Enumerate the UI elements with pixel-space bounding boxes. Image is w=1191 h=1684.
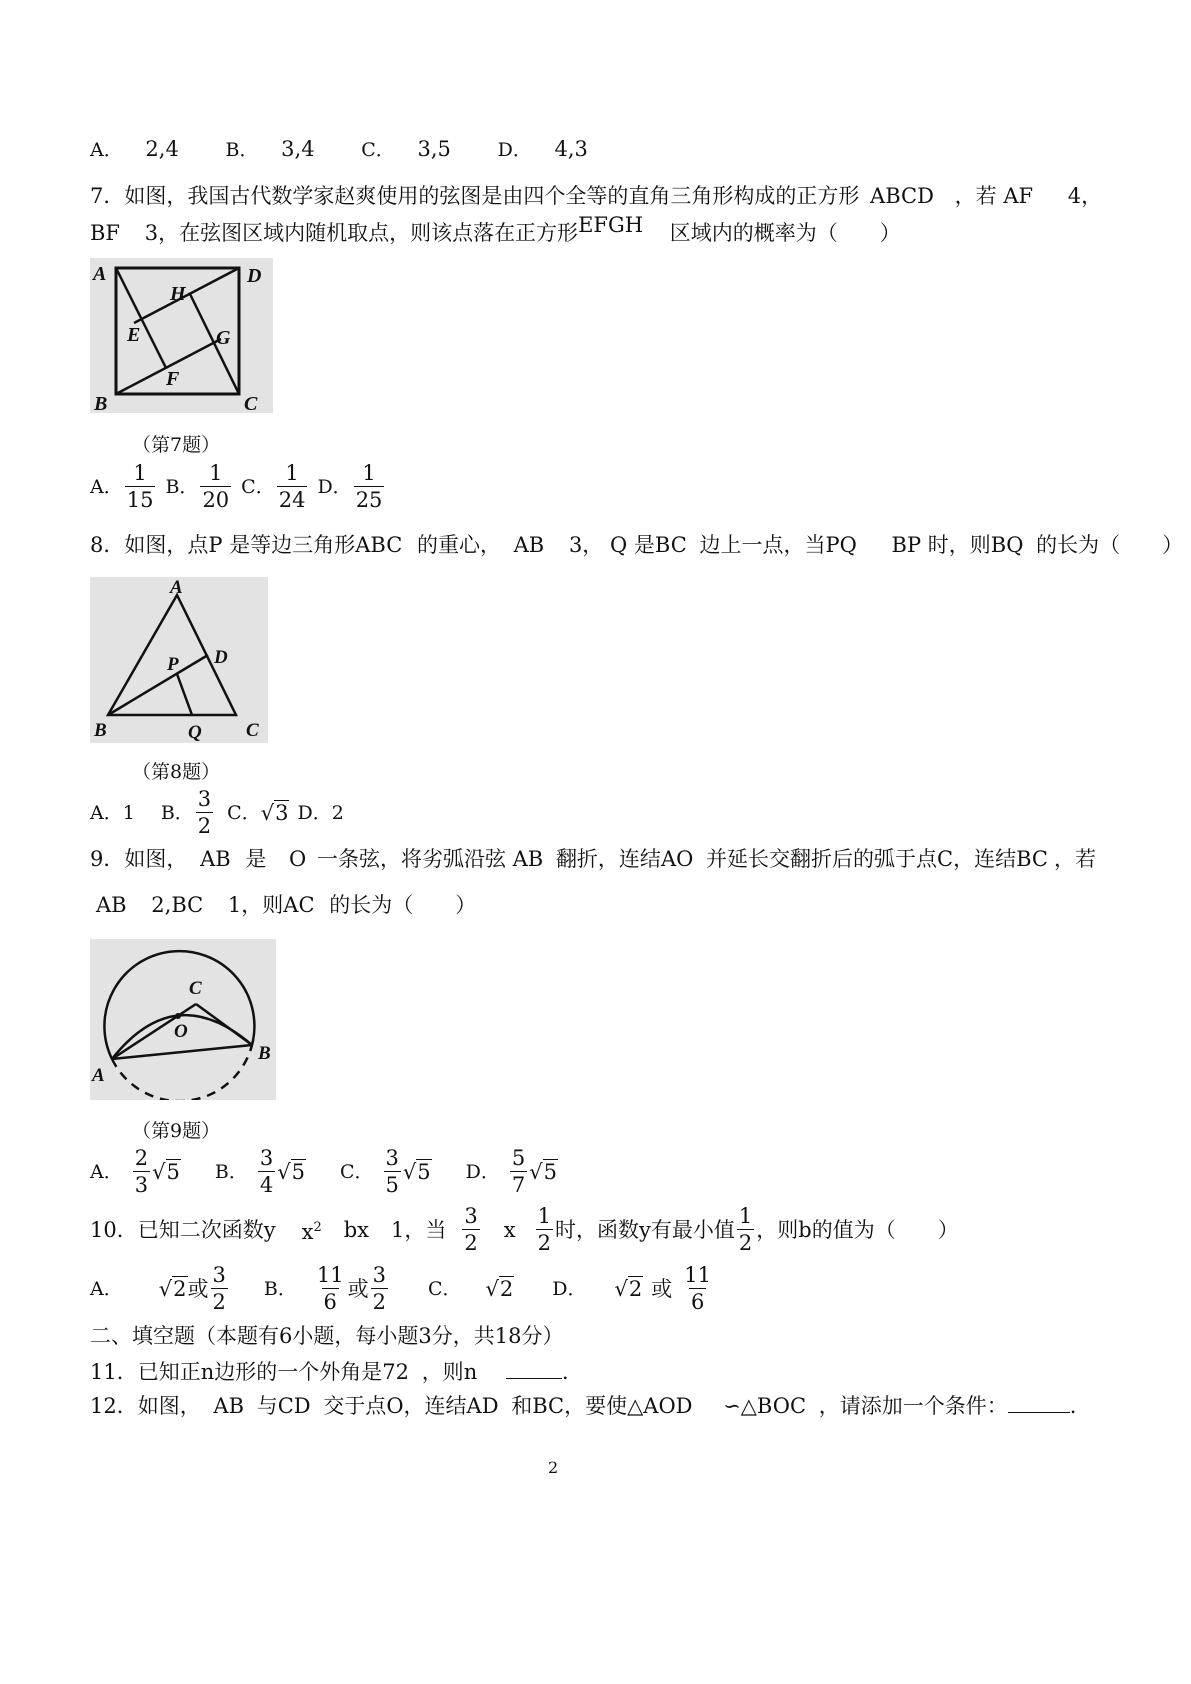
q8-abc: ABC: [355, 533, 403, 557]
q10-option-d-num: 11: [684, 1263, 711, 1287]
q10-option-b-fraction1: [315, 1262, 346, 1315]
q12-t5: 和: [511, 1394, 533, 1418]
q7-bf-value: 3，在弦图区域内随机取点，则该点落在正方形: [144, 221, 579, 245]
q12-t4: ，连结: [403, 1394, 467, 1418]
q7-option-b-den: 20: [202, 488, 230, 512]
q10-x2: [302, 1215, 322, 1245]
q10-option-c-radicand: 2: [499, 1276, 514, 1301]
q7-af-value: 4，: [1067, 184, 1103, 208]
q8-ab-value: 3，: [568, 533, 604, 557]
q8-option-b-den: 2: [197, 814, 212, 838]
q12-o: O: [386, 1394, 404, 1418]
q10-option-a-label: A．: [90, 1277, 123, 1300]
q7-label-g: G: [216, 327, 231, 349]
q7-label-e: E: [127, 324, 141, 346]
q7-option-d-num: 1: [362, 461, 376, 485]
q9-line1: [90, 846, 1096, 872]
q10-option-a-or: 或: [187, 1276, 209, 1301]
q7-option-c-num: 1: [285, 461, 299, 485]
q9-option-d-den: 7: [511, 1173, 526, 1197]
q8-option-b-num: 3: [197, 787, 212, 811]
q12-t7: ，请添加一个条件：: [818, 1394, 1008, 1418]
q9-options: [90, 1145, 558, 1198]
q8-pq: PQ: [825, 533, 857, 557]
q7-option-a-den: 15: [126, 488, 154, 512]
q7-bf: BF: [90, 221, 121, 245]
q7-label-b: B: [94, 393, 108, 413]
q7-af: AF: [1003, 184, 1034, 208]
q10-line: [90, 1203, 959, 1256]
q11-line: [90, 1359, 569, 1385]
q10-x-var: x: [503, 1217, 516, 1242]
q9-option-a-num: 2: [134, 1146, 149, 1170]
q9-option-c-label: C．: [339, 1160, 374, 1183]
q10-x: x: [301, 1219, 314, 1244]
q12-t1: 12．如图，: [90, 1394, 201, 1418]
q12-t3: 交于点: [323, 1394, 387, 1418]
q9-option-a-label: A．: [90, 1160, 123, 1183]
q9-option-b-den: 4: [259, 1173, 274, 1197]
q9-diagram: [90, 939, 276, 1100]
q12-t6: ，要使△AOD: [564, 1394, 693, 1418]
q9-o: O: [289, 847, 307, 871]
q11-n2: n: [463, 1360, 478, 1384]
q8-t2: 是等边三角形: [229, 533, 356, 557]
q8-label-c: C: [246, 720, 259, 741]
q9-option-b-radicand: 5: [291, 1159, 305, 1184]
q10-t5: 的值为（ ）: [811, 1217, 959, 1242]
q12-cd: CD: [277, 1394, 311, 1418]
q7-option-d-fraction: [354, 460, 385, 513]
q7-caption: （第7题）: [132, 434, 221, 456]
q9-option-a-den: 3: [134, 1173, 149, 1197]
q7-line2: [90, 213, 901, 246]
q10-frac2-num: 1: [537, 1204, 551, 1228]
q7-square-efgh: EFGH: [578, 213, 644, 237]
q10-one: 1，当: [391, 1217, 447, 1242]
q10-option-a-num: 3: [212, 1263, 226, 1287]
section-heading: 二、填空题（本题有6小题，每小题3分，共18分）: [90, 1324, 564, 1348]
q8-t5: 边上一点，当: [699, 533, 826, 557]
q9-ab2: AB: [512, 847, 544, 871]
q9-option-c-den: 5: [385, 1173, 399, 1197]
q8-option-c-radicand: 3: [275, 800, 289, 825]
q12-sim: ∽△BOC: [723, 1394, 807, 1418]
q7-diagram: [90, 258, 273, 413]
q7-line1: [90, 183, 1102, 209]
q7-label-h: H: [170, 283, 186, 305]
q6-option-d: 4,3: [554, 137, 588, 161]
q9-option-c-radicand: 5: [417, 1159, 431, 1184]
q10-frac3-num: 1: [738, 1204, 753, 1228]
q9-caption: （第9题）: [132, 1120, 221, 1142]
q7-text-tail: 区域内的概率为（ ）: [669, 221, 901, 245]
q8-bp: BP: [891, 533, 922, 557]
q7-option-c-fraction: [277, 460, 308, 513]
q9-label-o: O: [174, 1021, 188, 1042]
q9-c: C: [937, 847, 954, 871]
q10-option-b-fraction2: [371, 1262, 388, 1315]
q11-t3: ，则: [421, 1360, 464, 1384]
q9-bc: BC: [1016, 847, 1048, 871]
q7-label-f: F: [166, 368, 180, 390]
q8-options: [90, 786, 344, 839]
q10-option-a-fraction: [211, 1262, 228, 1315]
q9-line2: [96, 892, 476, 918]
q10-options: [90, 1262, 715, 1315]
q7-figure: [90, 258, 273, 413]
q9-option-b-label: B．: [214, 1160, 248, 1183]
q9-ao: AO: [660, 847, 694, 871]
q10-option-b-den2: 2: [372, 1290, 386, 1314]
q8-q: Q: [610, 533, 628, 557]
q7-options: [90, 460, 386, 513]
q6-option-c-label: C．: [361, 139, 395, 161]
q8-diagram: [90, 577, 268, 743]
q10-y2: y: [639, 1217, 651, 1242]
q10-b: b: [798, 1217, 812, 1242]
q11-t1: 11．已知正: [90, 1360, 201, 1384]
q9-option-d-sqrt: √5: [529, 1159, 558, 1184]
q8-t4: 是: [633, 533, 655, 557]
q12-ab: AB: [213, 1394, 245, 1418]
q10-frac1-num: 3: [464, 1204, 478, 1228]
q8-p: P: [208, 533, 223, 557]
q9-option-c-num: 3: [385, 1146, 399, 1170]
q6-option-a: 2,4: [145, 137, 179, 161]
q9-t4: 翻折，连结: [555, 847, 661, 871]
q9-option-c-sqrt: √5: [402, 1159, 431, 1184]
q9-label-c: C: [189, 978, 202, 999]
q9-option-a-radicand: 5: [166, 1159, 180, 1184]
q8-option-b-fraction: [196, 786, 213, 839]
q8-line: [90, 532, 1183, 558]
q9-option-a-sqrt: √5: [152, 1159, 180, 1184]
q8-option-c-label: C．: [227, 801, 261, 824]
q10-option-a-den: 2: [212, 1290, 226, 1314]
q8-option-d: D．2: [297, 801, 344, 824]
q9-option-a-fraction: [133, 1145, 150, 1198]
q6-option-b-label: B．: [225, 139, 259, 161]
q10-option-b-num1: 11: [316, 1263, 344, 1287]
q11-n: n: [200, 1360, 215, 1384]
q9-t1: 9．如图，: [90, 847, 188, 871]
q6-option-d-label: D．: [497, 139, 532, 161]
q9-l2-vals: 2,BC: [151, 893, 204, 917]
q10-frac3: [737, 1203, 754, 1256]
q9-t5: 并延长交翻折后的弧于点: [706, 847, 938, 871]
q8-figure: [90, 577, 268, 743]
q10-option-d-fraction: [682, 1262, 713, 1315]
q10-t4: ，则: [756, 1217, 799, 1242]
q12-tail: .: [1069, 1394, 1077, 1418]
q9-label-b: B: [258, 1043, 271, 1064]
q7-square-abcd: ABCD: [870, 184, 934, 208]
q10-frac1-den: 2: [464, 1231, 478, 1255]
q7-option-b-label: B．: [165, 475, 199, 498]
q10-option-c-label: C．: [427, 1277, 462, 1300]
q10-option-b-num2: 3: [372, 1263, 386, 1287]
q9-option-b-fraction: [258, 1145, 275, 1198]
q7-text-b: ，若: [954, 184, 997, 208]
q12-ad: AD: [466, 1394, 499, 1418]
q12-answer-blank[interactable]: [1008, 1394, 1070, 1413]
q9-option-c-fraction: [384, 1145, 401, 1198]
q8-caption: （第8题）: [132, 761, 221, 783]
q9-label-a: A: [92, 1065, 105, 1086]
q9-ab: AB: [200, 847, 231, 871]
q8-option-c-sqrt: √3: [260, 800, 289, 825]
q6-option-a-label: A．: [90, 139, 123, 161]
q10-option-d-sqrt: √2: [614, 1276, 643, 1301]
q10-option-b-label: B．: [263, 1277, 297, 1300]
q10-option-d-radicand: 2: [628, 1276, 643, 1301]
page-number: 2: [548, 1458, 559, 1477]
q9-option-d-radicand: 5: [543, 1159, 558, 1184]
q6-option-b: 3,4: [281, 137, 315, 161]
q8-label-d: D: [214, 647, 228, 668]
q10-frac2-den: 2: [537, 1231, 551, 1255]
q8-t1: 8．如图，点: [90, 533, 209, 557]
q8-bq: BQ: [990, 533, 1024, 557]
q8-t3: 的重心，: [416, 533, 501, 557]
q6-option-c: 3,5: [417, 137, 451, 161]
q9-option-d-label: D．: [465, 1160, 500, 1183]
q10-frac1: [462, 1203, 479, 1256]
q9-t3: 一条弦，将劣弧沿弦: [316, 847, 506, 871]
q7-label-c: C: [244, 393, 258, 413]
q9-ac: AC: [283, 893, 315, 917]
q7-text-a: 7．如图，我国古代数学家赵爽使用的弦图是由四个全等的直角三角形构成的正方形: [90, 184, 860, 208]
q9-t7: ，若: [1053, 847, 1096, 871]
q10-option-a-radicand: 2: [173, 1276, 187, 1301]
q9-option-b-sqrt: √5: [277, 1159, 305, 1184]
q10-t2: 时，函数: [555, 1217, 639, 1242]
q8-label-a: A: [170, 577, 183, 598]
q9-option-d-fraction: [510, 1145, 527, 1198]
q10-y: y: [263, 1217, 276, 1242]
q7-option-b-fraction: [200, 460, 231, 513]
q7-option-c-label: C．: [241, 475, 275, 498]
q8-label-q: Q: [188, 722, 202, 743]
q11-t2: 边形的一个外角是: [214, 1360, 383, 1384]
q6-options: [90, 136, 588, 163]
q7-option-c-den: 24: [278, 488, 306, 512]
q10-option-b-or: 或: [347, 1276, 369, 1301]
q9-l2-one: 1，则: [227, 893, 284, 917]
q10-option-c-sqrt: √2: [485, 1276, 514, 1301]
q10-frac2: [536, 1203, 553, 1256]
q10-frac3-den: 2: [738, 1231, 753, 1255]
q8-t6: 时，则: [927, 533, 991, 557]
q9-option-b-num: 3: [259, 1146, 274, 1170]
q7-option-a-num: 1: [133, 461, 147, 485]
q9-l2-tail: 的长为（ ）: [329, 893, 477, 917]
q8-option-a: A．1: [90, 801, 135, 824]
q8-label-b: B: [94, 720, 107, 741]
q10-option-b-den1: 6: [323, 1290, 337, 1314]
q9-option-d-num: 5: [511, 1146, 526, 1170]
q9-figure: [90, 939, 276, 1100]
q8-t7: 的长为（ ）: [1036, 533, 1184, 557]
q10-option-d-label: D．: [552, 1277, 587, 1300]
q7-label-d: D: [247, 265, 262, 287]
q10-option-d-den: 6: [690, 1290, 705, 1314]
q8-bc: BC: [654, 533, 687, 557]
q7-option-d-den: 25: [355, 488, 383, 512]
q9-t6: ，连结: [953, 847, 1017, 871]
q10-t3: 有最小值: [650, 1217, 735, 1242]
q10-option-a-sqrt: √2: [158, 1276, 187, 1301]
q7-option-a-label: A．: [90, 475, 123, 498]
q12-bc: BC: [532, 1394, 565, 1418]
q8-label-p: P: [167, 654, 179, 675]
q7-option-a-fraction: [125, 460, 156, 513]
q9-l2-ab: AB: [96, 893, 127, 917]
q8-ab: AB: [513, 533, 545, 557]
q12-t2: 与: [256, 1394, 278, 1418]
q11-tail: .: [561, 1360, 569, 1384]
q10-option-d-or: 或: [651, 1276, 673, 1301]
q11-deg: 72: [382, 1360, 409, 1384]
q7-label-a: A: [93, 263, 107, 285]
q11-answer-blank[interactable]: [506, 1360, 562, 1379]
q10-t1: 10．已知二次函数: [90, 1217, 264, 1242]
q7-option-d-label: D．: [317, 475, 352, 498]
q10-exponent: 2: [313, 1219, 322, 1235]
q12-line: [90, 1393, 1076, 1419]
q9-t2: 是: [245, 847, 267, 871]
q10-bx: bx: [343, 1217, 370, 1242]
q7-option-b-num: 1: [209, 461, 223, 485]
q8-option-b-label: B．: [160, 801, 194, 824]
